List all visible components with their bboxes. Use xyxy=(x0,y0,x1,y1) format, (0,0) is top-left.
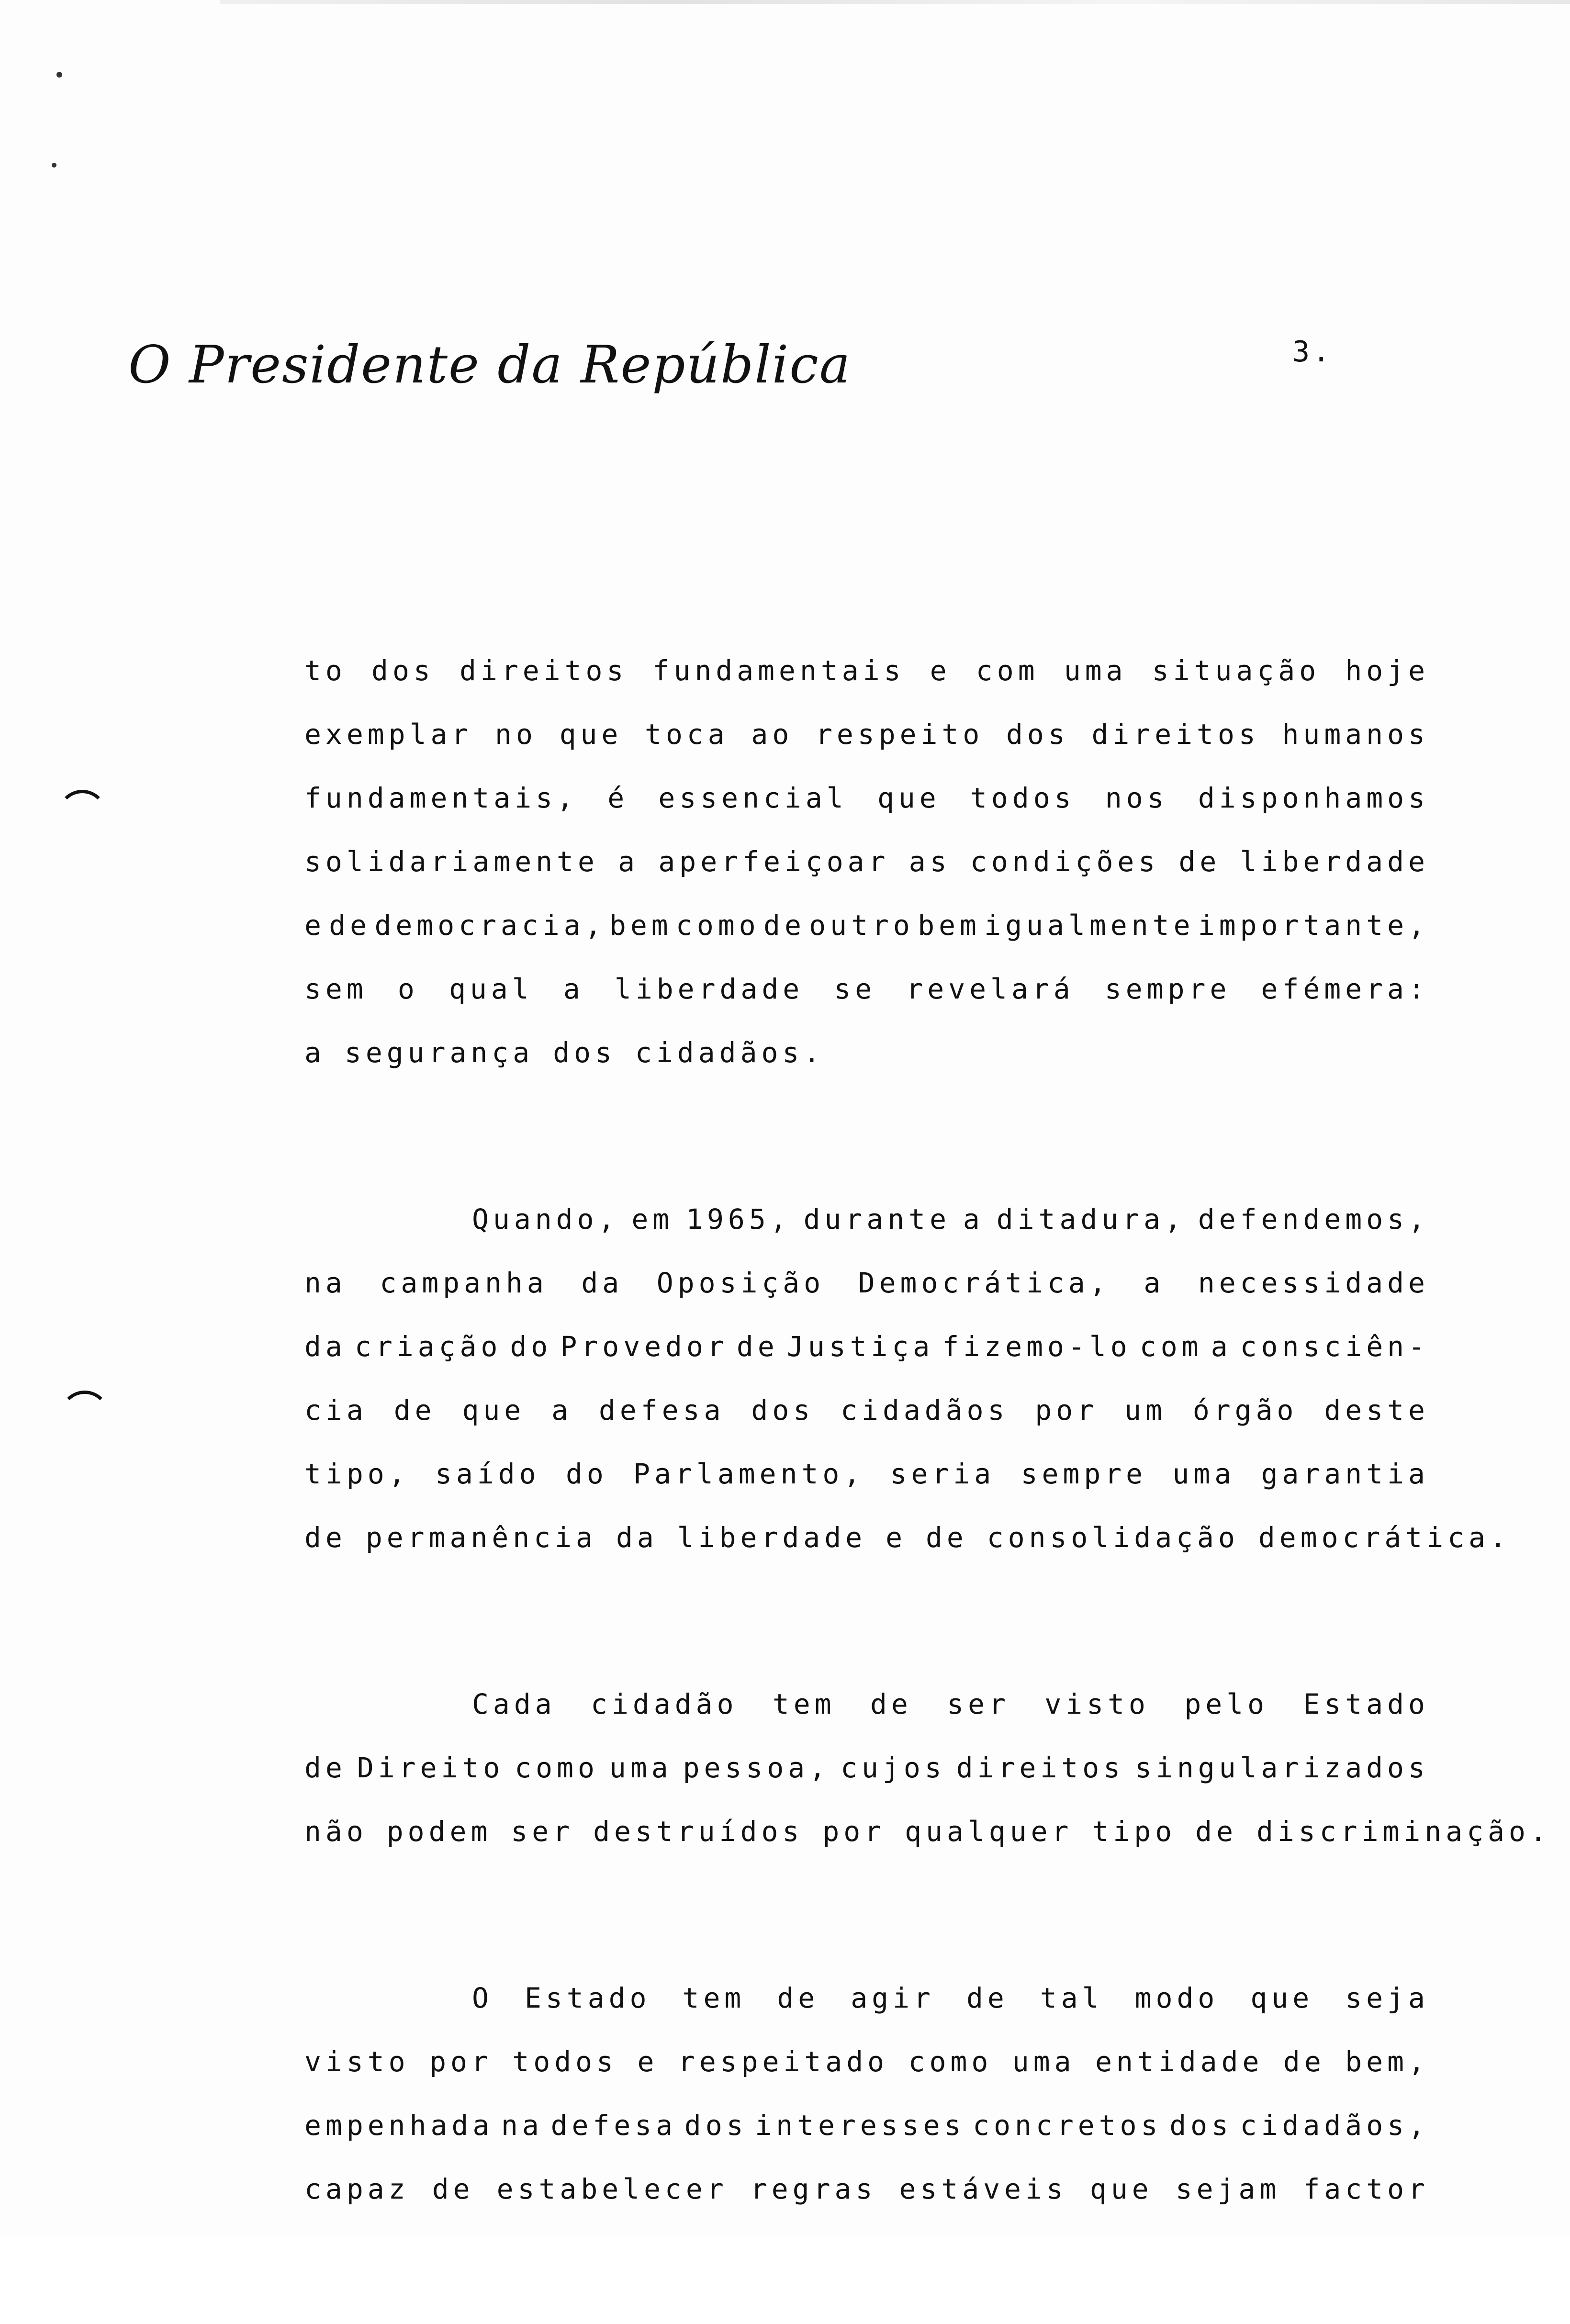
word: Estado xyxy=(1303,1688,1429,1720)
word: direitos xyxy=(956,1751,1125,1784)
word: de xyxy=(870,1688,912,1720)
word: podem xyxy=(386,1815,492,1848)
word: aperfeiçoar xyxy=(658,845,890,878)
word: concretos xyxy=(973,2109,1162,2142)
word: por xyxy=(1035,1394,1099,1426)
word: bem, xyxy=(1345,2045,1429,2078)
word: por xyxy=(822,1815,886,1848)
word: democrática. xyxy=(1258,1521,1511,1554)
word: a xyxy=(1211,1330,1232,1363)
word: seria xyxy=(890,1458,996,1490)
paragraph xyxy=(304,639,1429,1085)
word: como xyxy=(676,909,760,942)
word: e xyxy=(930,654,951,687)
word: direitos xyxy=(459,654,628,687)
word: da xyxy=(616,1521,658,1554)
word: cidadão xyxy=(591,1688,738,1720)
text-line xyxy=(304,830,1429,894)
word: fundamentais xyxy=(652,654,905,687)
word: consciên- xyxy=(1240,1330,1429,1363)
word: no xyxy=(495,718,537,751)
word: bem xyxy=(918,909,981,942)
text-line xyxy=(304,1966,1429,2030)
word: regras xyxy=(750,2173,877,2205)
word: estáveis xyxy=(899,2173,1067,2205)
word: Estado xyxy=(524,1982,651,2014)
word: a xyxy=(1144,1267,1165,1299)
text-line xyxy=(304,1379,1429,1442)
word: direitos xyxy=(1091,718,1260,751)
word: sempre xyxy=(1104,973,1231,1005)
word: com xyxy=(976,654,1039,687)
word: interesses xyxy=(755,2109,965,2142)
word: visto xyxy=(1044,1688,1150,1720)
word: uma xyxy=(1012,2045,1076,2078)
word: a xyxy=(551,1394,573,1426)
word: defendemos, xyxy=(1198,1203,1429,1235)
word: pelo xyxy=(1184,1688,1269,1720)
word: a xyxy=(304,1036,325,1069)
word: ao xyxy=(751,718,794,751)
word: cidadãos, xyxy=(1240,2109,1429,2142)
word: liberdade xyxy=(677,1521,867,1554)
word: na xyxy=(501,2109,543,2142)
word: entidade xyxy=(1095,2045,1264,2078)
text-line xyxy=(304,1188,1429,1251)
word: qual xyxy=(449,973,533,1005)
text-line xyxy=(304,894,1429,957)
word: defesa xyxy=(598,1394,725,1426)
word: discriminação. xyxy=(1256,1815,1551,1848)
word: tipo, xyxy=(304,1458,410,1490)
text-line xyxy=(304,766,1429,830)
word: necessidade xyxy=(1198,1267,1429,1299)
word: to xyxy=(304,654,347,687)
word: e xyxy=(304,909,325,942)
word: sejam xyxy=(1175,2173,1281,2205)
letter-body xyxy=(304,639,1551,2324)
word: e xyxy=(886,1521,907,1554)
text-line xyxy=(304,1251,1429,1315)
word: outro xyxy=(809,909,914,942)
word: seja xyxy=(1345,1982,1429,2014)
word: de xyxy=(304,1521,347,1554)
word: se xyxy=(834,973,876,1005)
word: de xyxy=(304,1751,347,1784)
scan-top-edge xyxy=(220,0,1570,4)
word: dos xyxy=(684,2109,748,2142)
word: de xyxy=(777,1982,819,2014)
word: saído xyxy=(435,1458,540,1490)
word: da xyxy=(304,1330,347,1363)
word: condições xyxy=(970,845,1160,878)
word: por xyxy=(429,2045,493,2078)
word: de xyxy=(1195,1815,1237,1848)
word: qualquer xyxy=(905,1815,1073,1848)
word: O xyxy=(472,1982,493,2014)
word: como xyxy=(515,1751,599,1784)
word: de xyxy=(1178,845,1221,878)
word: pessoa, xyxy=(683,1751,830,1784)
word: capaz xyxy=(304,2173,410,2205)
letterhead-title: O Presidente da República xyxy=(128,335,852,395)
word: destruídos xyxy=(593,1815,804,1848)
word: uma xyxy=(1064,654,1127,687)
word: de xyxy=(1283,2045,1325,2078)
word: ditadura, xyxy=(996,1203,1186,1235)
word: segurança xyxy=(344,1036,534,1069)
word: dos xyxy=(553,1036,616,1069)
word: de xyxy=(432,2173,474,2205)
word: todos xyxy=(970,782,1076,814)
word: Parlamento, xyxy=(633,1458,865,1490)
word: democracia, xyxy=(374,909,606,942)
word: fizemo-lo xyxy=(942,1330,1132,1363)
word: a xyxy=(563,973,584,1005)
text-line xyxy=(304,1673,1429,1736)
word: de xyxy=(736,1330,779,1363)
word: sempre xyxy=(1020,1458,1147,1490)
word: humanos xyxy=(1282,718,1429,751)
word: a xyxy=(963,1203,984,1235)
text-line xyxy=(304,2094,1429,2157)
word: de xyxy=(966,1982,1009,2014)
word: tem xyxy=(682,1982,746,2014)
word: do xyxy=(565,1458,608,1490)
text-line xyxy=(304,1021,1429,1085)
word: criação xyxy=(354,1330,502,1363)
word: modo xyxy=(1134,1982,1219,2014)
word: factor xyxy=(1303,2173,1429,2205)
word: dos xyxy=(1169,2109,1233,2142)
word: que xyxy=(462,1394,526,1426)
word: situação xyxy=(1152,654,1321,687)
word: defesa xyxy=(550,2109,677,2142)
word: Justiça xyxy=(786,1330,934,1363)
text-line xyxy=(304,2030,1429,2094)
paragraph xyxy=(304,1673,1551,1864)
word: dos xyxy=(1006,718,1069,751)
text-line xyxy=(304,1315,1429,1379)
word: agir xyxy=(851,1982,935,2014)
word: o xyxy=(397,973,419,1005)
paragraph xyxy=(304,1188,1511,1570)
word: visto xyxy=(304,2045,410,2078)
punch-hole-mark xyxy=(60,1391,110,1440)
text-line xyxy=(304,1506,1511,1570)
word: garantia xyxy=(1261,1458,1429,1490)
word: dos xyxy=(751,1394,815,1426)
word: toca xyxy=(645,718,729,751)
word: Oposição xyxy=(656,1267,825,1299)
text-line xyxy=(304,703,1429,766)
word: do xyxy=(510,1330,552,1363)
word: que xyxy=(1089,2173,1153,2205)
word: essencial xyxy=(658,782,848,814)
word: solidariamente xyxy=(304,845,599,878)
word: de xyxy=(393,1394,436,1426)
paragraph xyxy=(304,1966,1429,2221)
word: igualmente xyxy=(984,909,1195,942)
word: as xyxy=(908,845,951,878)
word: é xyxy=(607,782,629,814)
text-line xyxy=(304,1800,1551,1864)
word: e xyxy=(637,2045,659,2078)
text-line xyxy=(304,1736,1429,1800)
word: ser xyxy=(947,1688,1010,1720)
word: cidadãos xyxy=(841,1394,1009,1426)
word: não xyxy=(304,1815,368,1848)
word: disponhamos xyxy=(1198,782,1429,814)
text-line xyxy=(304,957,1429,1021)
word: órgão xyxy=(1192,1394,1298,1426)
word: Direito xyxy=(357,1751,505,1784)
word: ser xyxy=(511,1815,574,1848)
word: tem xyxy=(772,1688,836,1720)
word: deste xyxy=(1324,1394,1429,1426)
word: uma xyxy=(1172,1458,1236,1490)
word: bem xyxy=(609,909,673,942)
word: como xyxy=(908,2045,993,2078)
word: cia xyxy=(304,1394,368,1426)
word: liberdade xyxy=(1240,845,1429,878)
word: estabelecer xyxy=(496,2173,728,2205)
word: nos xyxy=(1105,782,1168,814)
word: uma xyxy=(609,1751,673,1784)
word: que xyxy=(559,718,623,751)
word: permanência xyxy=(365,1521,597,1554)
word: da xyxy=(581,1267,624,1299)
word: 1965, xyxy=(686,1203,791,1235)
word: que xyxy=(1250,1982,1314,2014)
word: campanha xyxy=(380,1267,548,1299)
word: importante, xyxy=(1198,909,1429,942)
word: um xyxy=(1124,1394,1166,1426)
word: de xyxy=(329,909,371,942)
page-number: 3. xyxy=(1292,335,1333,369)
word: singularizados xyxy=(1135,1751,1429,1784)
word: cujos xyxy=(841,1751,946,1784)
text-line xyxy=(304,639,1429,703)
word: respeitado xyxy=(678,2045,889,2078)
word: sem xyxy=(304,973,368,1005)
word: tipo xyxy=(1092,1815,1177,1848)
scan-speck xyxy=(52,163,56,168)
word: cidadãos. xyxy=(635,1036,825,1069)
text-line xyxy=(304,2157,1429,2221)
word: que xyxy=(877,782,941,814)
word: com xyxy=(1139,1330,1203,1363)
word: fundamentais, xyxy=(304,782,578,814)
word: empenhada xyxy=(304,2109,494,2142)
word: de xyxy=(926,1521,968,1554)
scan-speck xyxy=(56,72,62,78)
word: em xyxy=(631,1203,674,1235)
word: durante xyxy=(803,1203,951,1235)
word: consolidação xyxy=(987,1521,1239,1554)
word: todos xyxy=(512,2045,617,2078)
word: dos xyxy=(371,654,435,687)
word: liberdade xyxy=(614,973,804,1005)
word: de xyxy=(763,909,806,942)
word: tal xyxy=(1040,1982,1103,2014)
word: a xyxy=(618,845,639,878)
word: exemplar xyxy=(304,718,473,751)
word: Quando, xyxy=(472,1203,619,1235)
text-line xyxy=(304,1442,1429,1506)
word: na xyxy=(304,1267,347,1299)
word: revelará xyxy=(906,973,1075,1005)
word: efémera: xyxy=(1261,973,1429,1005)
word: Provedor xyxy=(560,1330,729,1363)
word: respeito xyxy=(815,718,984,751)
word: hoje xyxy=(1345,654,1429,687)
word: Cada xyxy=(472,1688,556,1720)
word: Democrática, xyxy=(858,1267,1110,1299)
punch-hole-mark xyxy=(57,790,107,840)
